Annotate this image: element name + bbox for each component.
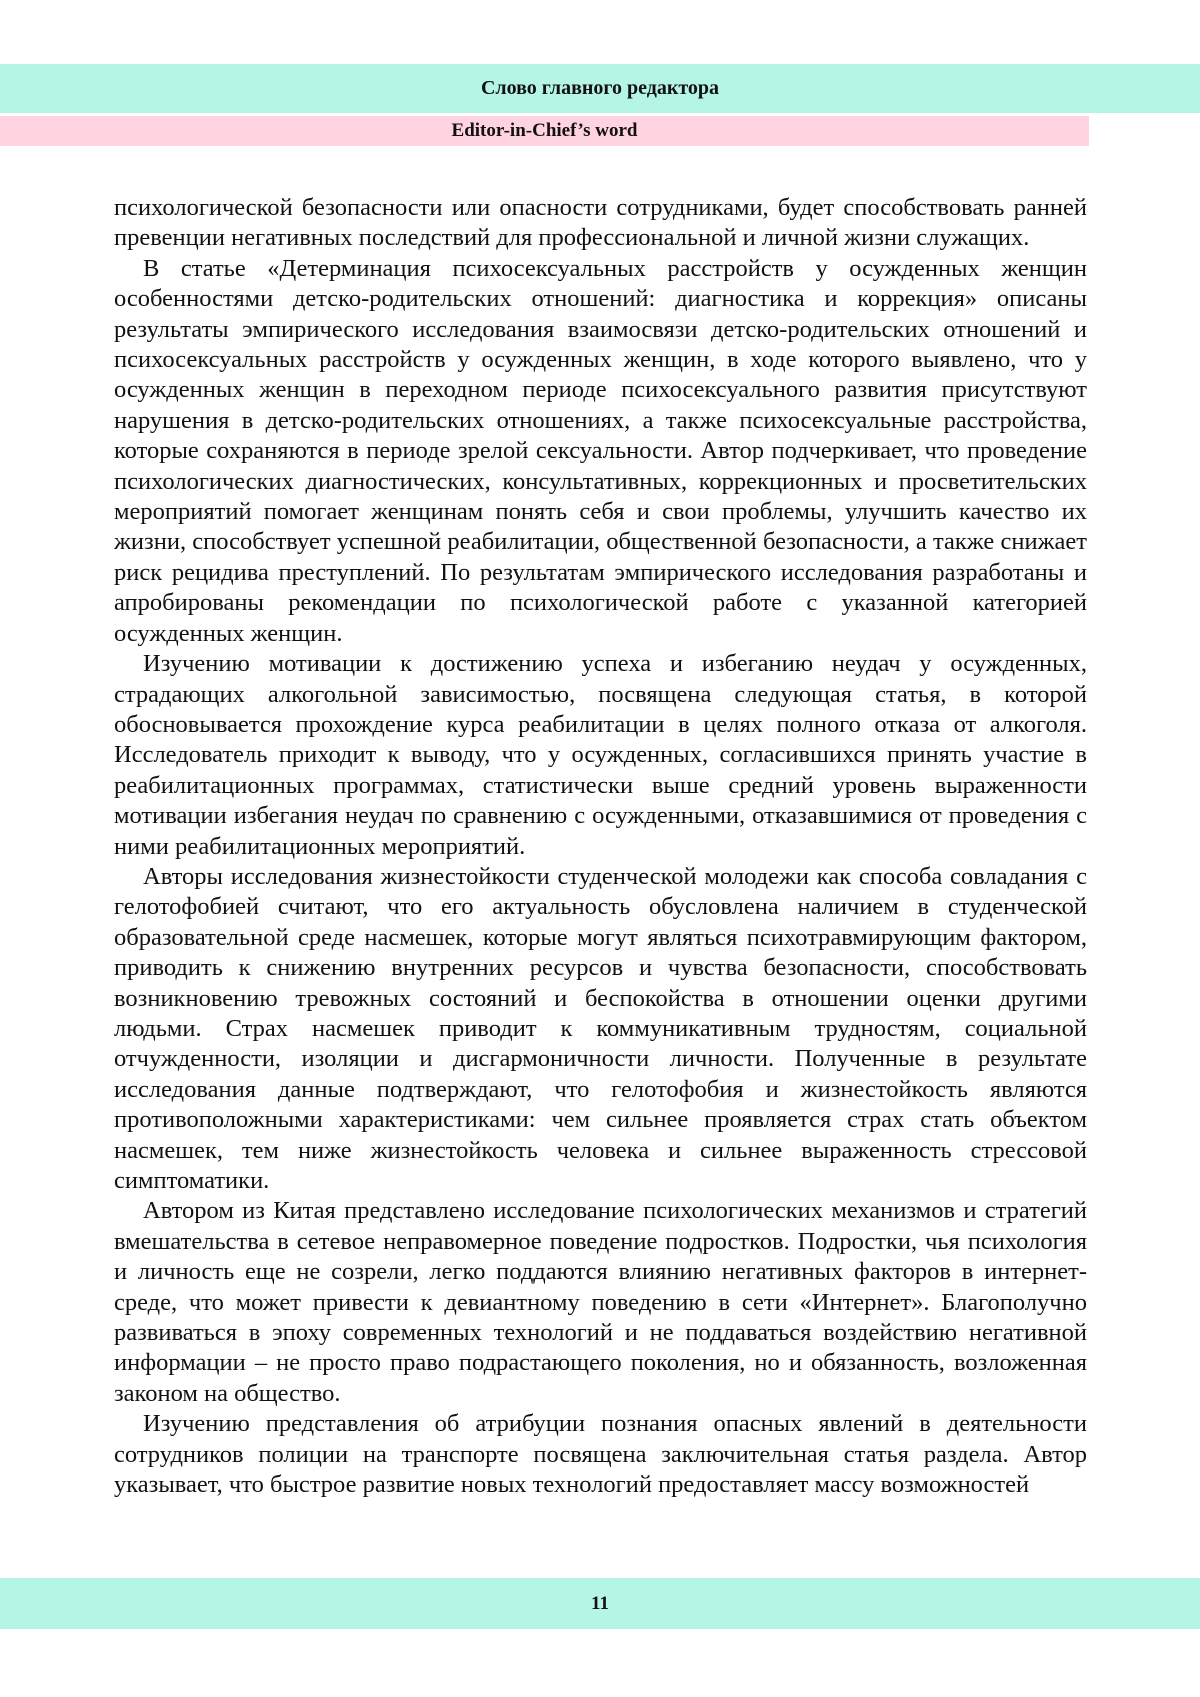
- paragraph-6: Изучению представления об атрибуции познания опасных явлений в деятельности сотрудников полиции на транспорте посвящена заключительная статья раздела. Автор указывает, что быстрое развитие новых технологий предоставляет массу возможностей: [114, 1410, 1087, 1499]
- section-title-en: Editor-in-Chief’s word: [451, 120, 638, 141]
- article-body: [114, 193, 1087, 1500]
- page-number: 11: [591, 1592, 609, 1614]
- section-title-ru: Слово главного редактора: [480, 77, 720, 99]
- paragraph-4: Авторы исследования жизнестойкости студенческой молодежи как способа совладания с гелотофобией считают, что его актуальность обусловлена наличием в студенческой образовательной среде насмешек, которые могут являться психотравмирующим фактором, приводить к снижению внутренних ресурсов и чувства безопасности, способствовать возникновению тревожных состояний и беспокойства в отношении оценки другими людьми. Страх насмешек приводит к коммуникативным трудностям, социальной отчужденности, изоляции и дисгармоничности личности. Полученные в результате исследования данные подтверждают, что гелотофобия и жизнестойкость являются противоположными характеристиками: чем сильнее проявляется страх стать объектом насмешек, тем ниже жизнестойкость человека и сильнее выраженность стрессовой симптоматики.: [114, 862, 1087, 1194]
- running-header-english: [0, 116, 1089, 146]
- paragraph-1: психологической безопасности или опасности сотрудниками, будет способствовать ранней превенции негативных последствий для профессиональной и личной жизни служащих.: [114, 194, 1087, 252]
- paragraph-3: Изучению мотивации к достижению успеха и избеганию неудач у осужденных, страдающих алкогольной зависимостью, посвящена следующая статья, в которой обосновывается прохождение курса реабилитации в целях полного отказа от алкоголя. Исследователь приходит к выводу, что у осужденных, согласившихся принять участие в реабилитационных программах, статистически выше средний уровень выраженности мотивации избегания неудач по сравнению с осужденными, отказавшимися от проведения с ними реабилитационных мероприятий.: [114, 650, 1087, 860]
- paragraph-2: В статье «Детерминация психосексуальных расстройств у осужденных женщин особенностями детско-родительских отношений: диагностика и коррекция» описаны результаты эмпирического исследования взаимосвязи детско-родительских отношений и психосексуальных расстройств у осужденных женщин, в ходе которого выявлено, что у осужденных женщин в переходном периоде психосексуального развития присутствуют нарушения в детско-родительских отношениях, а также психосексуальные расстройства, которые сохраняются в периоде зрелой сексуальности. Автор подчеркивает, что проведение психологических диагностических, консультативных, коррекционных и просветительских мероприятий помогает женщинам понять себя и свои проблемы, улучшить качество их жизни, способствует успешной реабилитации, общественной безопасности, а также снижает риск рецидива преступлений. По результатам эмпирического исследования разработаны и апробированы рекомендации по психологической работе с указанной категорией осужденных женщин.: [114, 254, 1087, 647]
- page-footer: [0, 1578, 1200, 1629]
- paragraph-5: Автором из Китая представлено исследование психологических механизмов и стратегий вмешательства в сетевое неправомерное поведение подростков. Подростки, чья психология и личность еще не созрели, легко поддаются влиянию негативных факторов в интернет-среде, что может привести к девиантному поведению в сети «Интернет». Благополучно развиваться в эпоху современных технологий и не поддаваться воздействию негативной информации – не просто право подрастающего поколения, но и обязанность, возложенная законом на общество.: [114, 1197, 1087, 1407]
- running-header-russian: [0, 64, 1200, 113]
